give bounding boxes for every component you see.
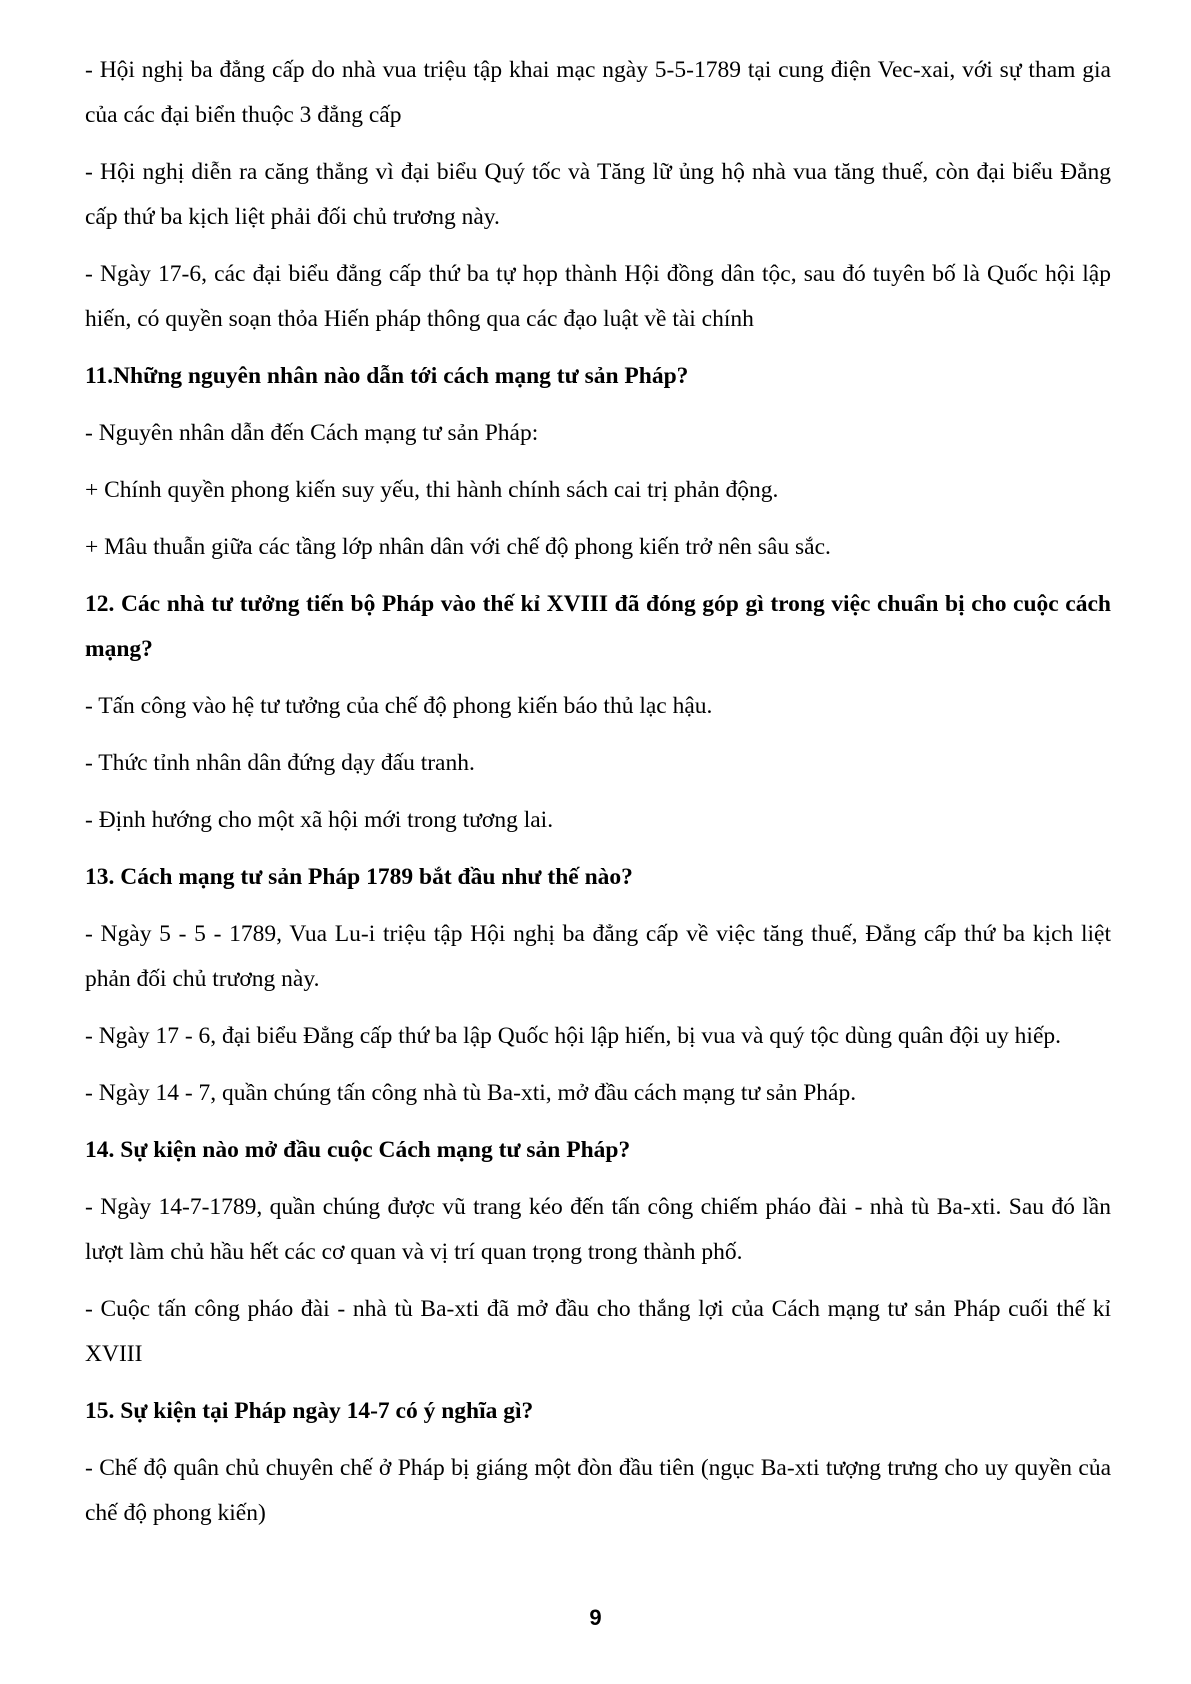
- paragraph: + Chính quyền phong kiến suy yếu, thi hành chính sách cai trị phản động.: [85, 477, 779, 503]
- paragraph: - Ngày 14 - 7, quần chúng tấn công nhà tù Ba-xti, mở đầu cách mạng tư sản Pháp.: [85, 1080, 857, 1106]
- question-heading-12: 12. Các nhà tư tưởng tiến bộ Pháp vào thế kỉ XVIII đã đóng góp gì trong việc chuẩn bị cho cuộc cách mạng?: [85, 591, 1111, 662]
- paragraph: - Cuộc tấn công pháo đài - nhà tù Ba-xti đã mở đầu cho thắng lợi của Cách mạng tư sản Pháp cuối thế kỉ XVIII: [85, 1296, 1111, 1367]
- question-heading-14: 14. Sự kiện nào mở đầu cuộc Cách mạng tư sản Pháp?: [85, 1137, 631, 1163]
- paragraph: - Tấn công vào hệ tư tưởng của chế độ phong kiến báo thủ lạc hậu.: [85, 693, 713, 719]
- question-heading-13: 13. Cách mạng tư sản Pháp 1789 bắt đầu như thế nào?: [85, 864, 633, 890]
- paragraph: - Hội nghị diễn ra căng thẳng vì đại biểu Quý tốc và Tăng lữ ủng hộ nhà vua tăng thuế, còn đại biểu Đẳng cấp thứ ba kịch liệt phải đối chủ trương này.: [85, 159, 1111, 230]
- paragraph: - Thức tỉnh nhân dân đứng dạy đấu tranh.: [85, 750, 475, 776]
- paragraph: - Nguyên nhân dẫn đến Cách mạng tư sản Pháp:: [85, 420, 539, 446]
- paragraph: + Mâu thuẫn giữa các tầng lớp nhân dân với chế độ phong kiến trở nên sâu sắc.: [85, 534, 831, 560]
- document-body: [85, 48, 1111, 1548]
- paragraph: - Định hướng cho một xã hội mới trong tương lai.: [85, 807, 554, 833]
- paragraph: - Ngày 5 - 5 - 1789, Vua Lu-i triệu tập Hội nghị ba đẳng cấp về việc tăng thuế, Đẳng cấp thứ ba kịch liệt phản đối chủ trương này.: [85, 921, 1111, 992]
- page-number: 9: [589, 1605, 602, 1630]
- paragraph: - Ngày 17-6, các đại biểu đẳng cấp thứ ba tự họp thành Hội đồng dân tộc, sau đó tuyên bố là Quốc hội lập hiến, có quyền soạn thỏa Hiến pháp thông qua các đạo luật về tài chính: [85, 261, 1111, 332]
- paragraph: - Ngày 14-7-1789, quần chúng được vũ trang kéo đến tấn công chiếm pháo đài - nhà tù Ba-xti. Sau đó lần lượt làm chủ hầu hết các cơ quan và vị trí quan trọng trong thành phố.: [85, 1194, 1111, 1265]
- question-heading-15: 15. Sự kiện tại Pháp ngày 14-7 có ý nghĩa gì?: [85, 1398, 534, 1424]
- paragraph: - Chế độ quân chủ chuyên chế ở Pháp bị giáng một đòn đầu tiên (ngục Ba-xti tượng trưng cho uy quyền của chế độ phong kiến): [85, 1455, 1111, 1526]
- paragraph: - Hội nghị ba đẳng cấp do nhà vua triệu tập khai mạc ngày 5-5-1789 tại cung điện Vec-xai, với sự tham gia của các đại biển thuộc 3 đẳng cấp: [85, 57, 1111, 128]
- paragraph: - Ngày 17 - 6, đại biểu Đẳng cấp thứ ba lập Quốc hội lập hiến, bị vua và quý tộc dùng quân đội uy hiếp.: [85, 1023, 1062, 1049]
- question-heading-11: 11.Những nguyên nhân nào dẫn tới cách mạng tư sản Pháp?: [85, 363, 689, 389]
